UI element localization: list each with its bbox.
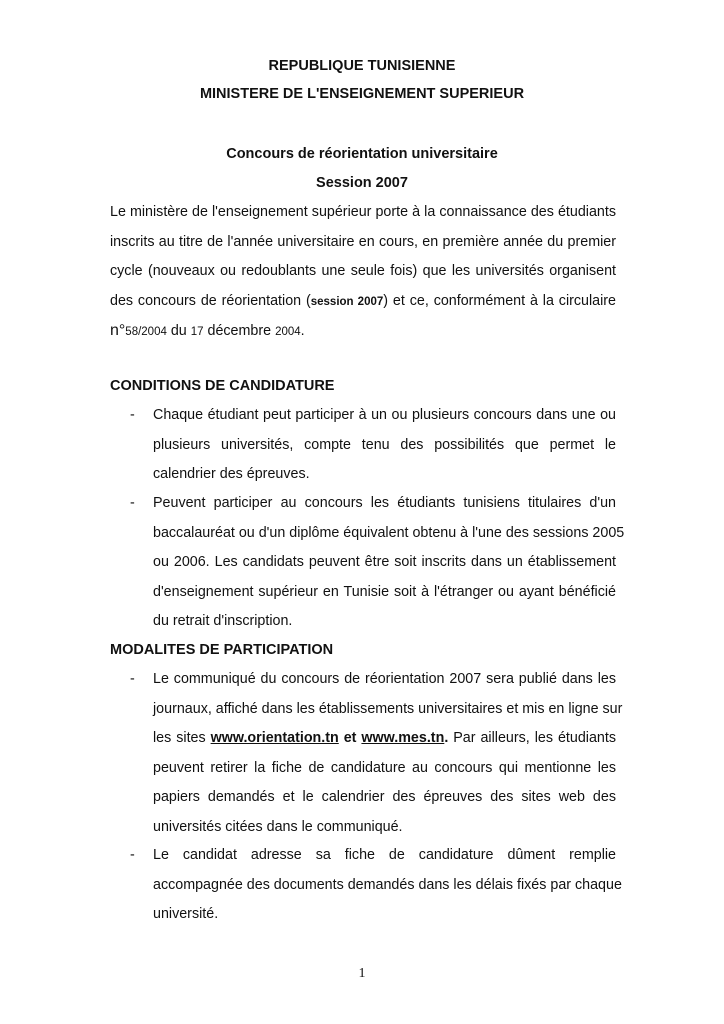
- document-title: Concours de réorientation universitaire: [226, 146, 498, 162]
- document-session: Session 2007: [316, 175, 408, 191]
- intro-line: cycle (nouveaux ou redoublants une seule fois) que les universités organisent: [110, 263, 616, 280]
- link-orientation[interactable]: www.orientation.tn: [210, 730, 339, 747]
- page-number: 1: [358, 966, 366, 981]
- section-heading-modalites: MODALITES DE PARTICIPATION: [110, 642, 334, 658]
- list-item: - Chaque étudiant peut participer à un ou plusieurs concours dans une ou plusieurs universités, compte tenu des possibilités que permet le calendrier des épreuves.: [110, 401, 616, 490]
- intro-line: n°58/2004 du 17 décembre 2004.: [110, 322, 305, 340]
- bullet-dash: -: [130, 671, 135, 687]
- session-ref: session 2007: [310, 295, 384, 308]
- header-ministry: MINISTERE DE L'ENSEIGNEMENT SUPERIEUR: [199, 86, 525, 102]
- bullet-dash: -: [130, 407, 135, 423]
- intro-line: Le ministère de l'enseignement supérieur porte à la connaissance des étudiants: [110, 204, 616, 220]
- list-item: - Le communiqué du concours de réorientation 2007 sera publié dans les journaux, affiché dans les établissements universitaires et mis en ligne sur les sites www.orientation.tn et www.mes.tn. Par ailleurs, les étudiants peuvent retirer la fiche de candidature au concours qui mentionne les papiers demandés et le calendrier des épreuves des sites web des universités citées dans le communiqué.: [110, 665, 616, 843]
- header-country: REPUBLIQUE TUNISIENNE: [268, 58, 456, 74]
- section-heading-conditions: CONDITIONS DE CANDIDATURE: [110, 378, 335, 394]
- list-item: - Le candidat adresse sa fiche de candidature dûment remplie accompagnée des documents demandés dans les délais fixés par chaque université.: [110, 841, 616, 930]
- bullet-dash: -: [130, 847, 135, 863]
- intro-line: inscrits au titre de l'année universitaire en cours, en première année du premier: [110, 233, 616, 250]
- intro-line: des concours de réorientation (session 2007) et ce, conformément à la circulaire: [110, 292, 617, 309]
- bullet-dash: -: [130, 495, 135, 511]
- list-item: - Peuvent participer au concours les étudiants tunisiens titulaires d'un baccalauréat ou d'un diplôme équivalent obtenu à l'une des sessions 2005 ou 2006. Les candidats peuvent être soit inscrits dans un établissement d'enseignement supérieur en Tunisie soit à l'étranger ou ayant bénéficié du retrait d'inscription.: [110, 489, 616, 637]
- intro-paragraph: [110, 198, 616, 346]
- link-mes[interactable]: www.mes.tn: [361, 730, 445, 747]
